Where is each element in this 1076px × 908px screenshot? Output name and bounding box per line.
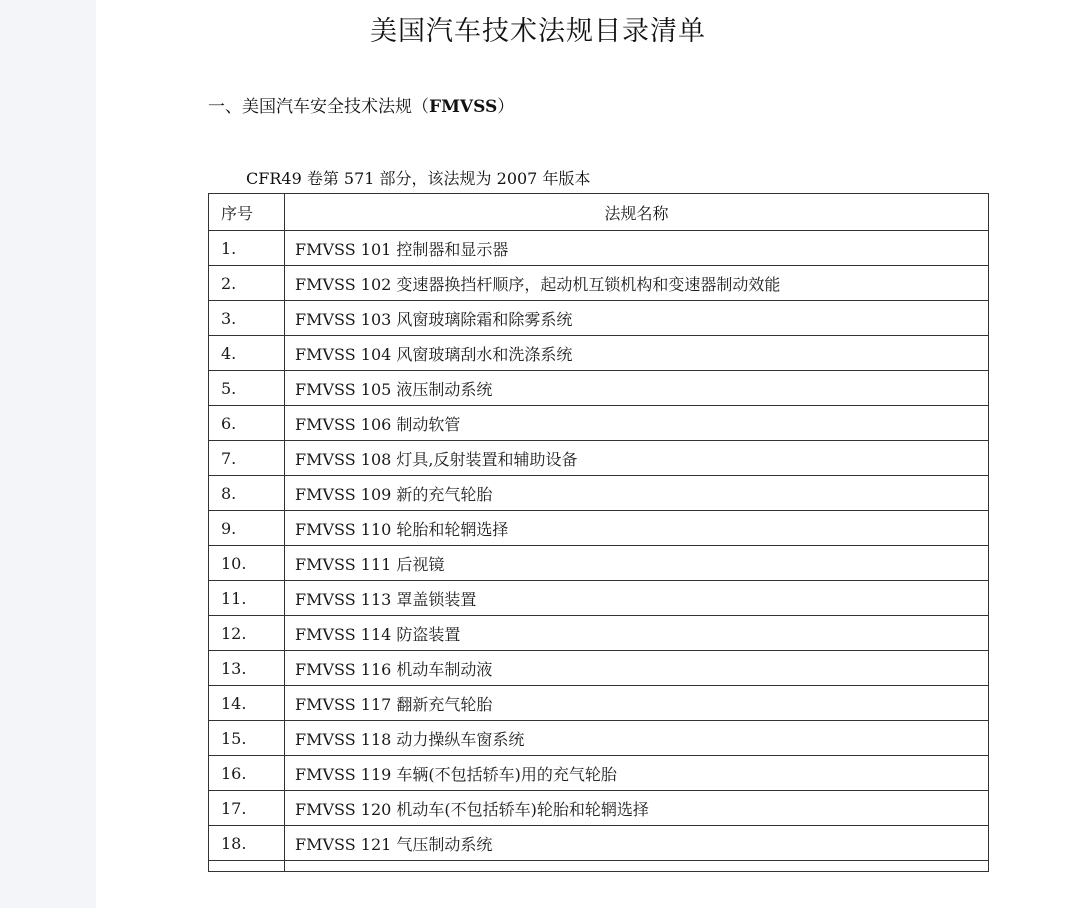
table-row — [209, 616, 989, 651]
row-number: 6. — [209, 406, 285, 441]
table-row — [209, 266, 989, 301]
row-name: FMVSS 113 罩盖锁装置 — [285, 581, 989, 616]
table-row — [209, 406, 989, 441]
row-name: FMVSS 104 风窗玻璃刮水和洗涤系统 — [285, 336, 989, 371]
table-row — [209, 686, 989, 721]
row-number: 7. — [209, 441, 285, 476]
row-number: 13. — [209, 651, 285, 686]
row-number: 12. — [209, 616, 285, 651]
row-name: FMVSS 116 机动车制动液 — [285, 651, 989, 686]
row-number: 3. — [209, 301, 285, 336]
row-name: FMVSS 101 控制器和显示器 — [285, 231, 989, 266]
table-row — [209, 651, 989, 686]
section-heading-abbr: FMVSS — [429, 97, 498, 117]
row-number: 1. — [209, 231, 285, 266]
table-row — [209, 476, 989, 511]
row-name: FMVSS 108 灯具,反射装置和辅助设备 — [285, 441, 989, 476]
row-number: 2. — [209, 266, 285, 301]
row-name: FMVSS 117 翻新充气轮胎 — [285, 686, 989, 721]
table-row — [209, 546, 989, 581]
row-name: FMVSS 114 防盗装置 — [285, 616, 989, 651]
row-name: FMVSS 121 气压制动系统 — [285, 826, 989, 861]
row-number: 15. — [209, 721, 285, 756]
row-number: 8. — [209, 476, 285, 511]
table-row-cut-off — [209, 861, 989, 872]
row-number: 18. — [209, 826, 285, 861]
header-number: 序号 — [209, 194, 285, 231]
row-name: FMVSS 102 变速器换挡杆顺序，起动机互锁机构和变速器制动效能 — [285, 266, 989, 301]
table-row — [209, 826, 989, 861]
row-number: 11. — [209, 581, 285, 616]
document-page — [96, 0, 1076, 908]
row-number: 10. — [209, 546, 285, 581]
table-row — [209, 441, 989, 476]
table-row — [209, 371, 989, 406]
row-number: 4. — [209, 336, 285, 371]
table-row — [209, 756, 989, 791]
section-heading-suffix: ） — [497, 97, 515, 117]
section-heading-prefix: 一、美国汽车安全技术法规（ — [208, 97, 429, 117]
row-name: FMVSS 120 机动车(不包括轿车)轮胎和轮辋选择 — [285, 791, 989, 826]
row-number-empty — [209, 861, 285, 872]
table-row — [209, 301, 989, 336]
row-name: FMVSS 119 车辆(不包括轿车)用的充气轮胎 — [285, 756, 989, 791]
table-caption: CFR49 卷第 571 部分，该法规为 2007 年版本 — [246, 169, 591, 188]
row-number: 16. — [209, 756, 285, 791]
row-name: FMVSS 106 制动软管 — [285, 406, 989, 441]
table-row — [209, 511, 989, 546]
table-row — [209, 231, 989, 266]
row-name: FMVSS 109 新的充气轮胎 — [285, 476, 989, 511]
document-title: 美国汽车技术法规目录清单 — [370, 16, 706, 47]
row-number: 14. — [209, 686, 285, 721]
table-row — [209, 336, 989, 371]
row-name-empty — [285, 861, 989, 872]
row-name: FMVSS 103 风窗玻璃除霜和除雾系统 — [285, 301, 989, 336]
header-name: 法规名称 — [285, 194, 989, 231]
table-header-row — [209, 194, 989, 231]
regulation-table — [208, 193, 989, 872]
row-name: FMVSS 111 后视镜 — [285, 546, 989, 581]
row-number: 5. — [209, 371, 285, 406]
row-number: 17. — [209, 791, 285, 826]
row-name: FMVSS 118 动力操纵车窗系统 — [285, 721, 989, 756]
section-heading — [208, 95, 514, 119]
row-name: FMVSS 110 轮胎和轮辋选择 — [285, 511, 989, 546]
table-row — [209, 581, 989, 616]
row-number: 9. — [209, 511, 285, 546]
table-row — [209, 721, 989, 756]
row-name: FMVSS 105 液压制动系统 — [285, 371, 989, 406]
table-row — [209, 791, 989, 826]
